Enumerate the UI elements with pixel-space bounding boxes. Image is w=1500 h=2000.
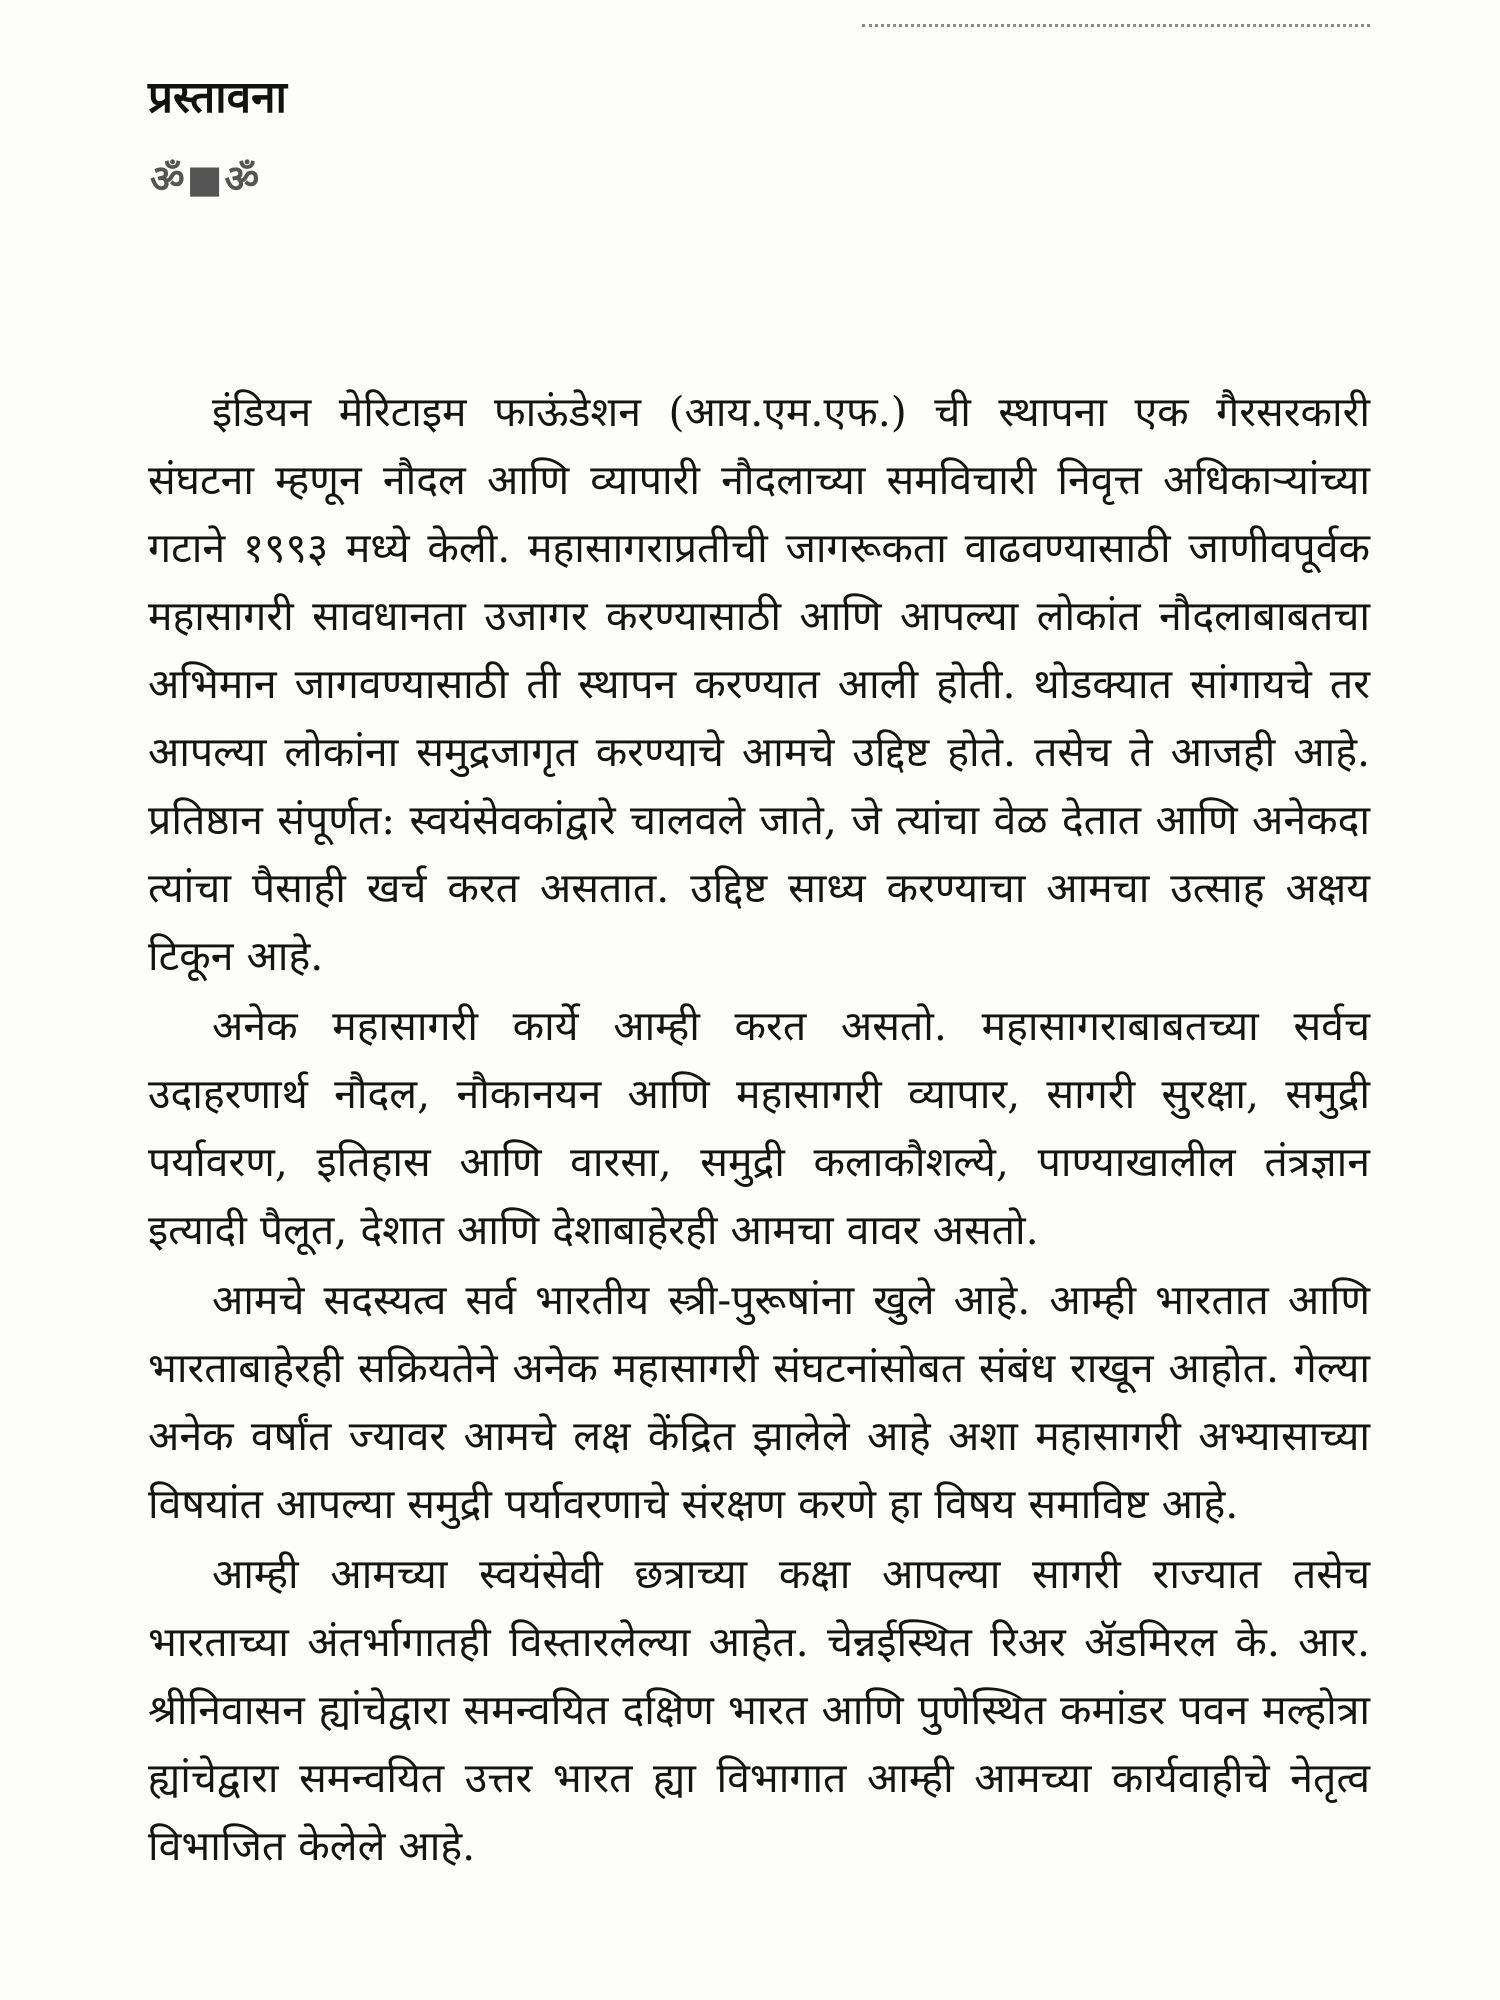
page-title: प्रस्तावना [148, 72, 287, 123]
paragraph-4: आम्ही आमच्या स्वयंसेवी छत्राच्या कक्षा आपल्या सागरी राज्यात तसेच भारताच्या अंतर्भागातही विस्तारलेल्या आहेत. चेन्नईस्थित रिअर ॲडमिरल के. आर. श्रीनिवासन ह्यांचेद्वारा समन्वयित दक्षिण भारत आणि पुणेस्थित कमांडर पवन मल्होत्रा ह्यांचेद्वारा समन्वयित उत्तर भारत ह्या विभागात आम्ही आमच्या कार्यवाहीचे नेतृत्व विभाजित केलेले आहे. [148, 1550, 1370, 1870]
paragraph-3: आमचे सदस्यत्व सर्व भारतीय स्त्री-पुरूषांना खुले आहे. आम्ही भारतात आणि भारताबाहेरही सक्रियतेने अनेक महासागरी संघटनांसोबत संबंध राखून आहोत. गेल्या अनेक वर्षांत ज्यावर आमचे लक्ष केंद्रित झालेले आहे अशा महासागरी अभ्यासाच्या विषयांत आपल्या समुद्री पर्यावरणाचे संरक्षण करणे हा विषय समाविष्ट आहे. [148, 1276, 1370, 1528]
title-ornament: ॐ■ॐ [150, 157, 262, 201]
body-text [148, 378, 1370, 1880]
header-dotted-rule [862, 24, 1370, 27]
paragraph-2: अनेक महासागरी कार्ये आम्ही करत असतो. महासागराबाबतच्या सर्वच उदाहरणार्थ नौदल, नौकानयन आणि महासागरी व्यापार, सागरी सुरक्षा, समुद्री पर्यावरण, इतिहास आणि वारसा, समुद्री कलाकौशल्ये, पाण्याखालील तंत्रज्ञान इत्यादी पैलूत, देशात आणि देशाबाहेरही आमचा वावर असतो. [148, 1002, 1370, 1254]
paragraph-1: इंडियन मेरिटाइम फाऊंडेशन (आय.एम.एफ.) ची स्थापना एक गैरसरकारी संघटना म्हणून नौदल आणि व्यापारी नौदलाच्या समविचारी निवृत्त अधिकाऱ्यांच्या गटाने १९९३ मध्ये केली. महासागराप्रतीची जागरूकता वाढवण्यासाठी जाणीवपूर्वक महासागरी सावधानता उजागर करण्यासाठी आणि आपल्या लोकांत नौदलाबाबतचा अभिमान जागवण्यासाठी ती स्थापन करण्यात आली होती. थोडक्यात सांगायचे तर आपल्या लोकांना समुद्रजागृत करण्याचे आमचे उद्दिष्ट होते. तसेच ते आजही आहे. प्रतिष्ठान संपूर्णत: स्वयंसेवकांद्वारे चालवले जाते, जे त्यांचा वेळ देतात आणि अनेकदा त्यांचा पैसाही खर्च करत असतात. उद्दिष्ट साध्य करण्याचा आमचा उत्साह अक्षय टिकून आहे. [148, 388, 1370, 980]
